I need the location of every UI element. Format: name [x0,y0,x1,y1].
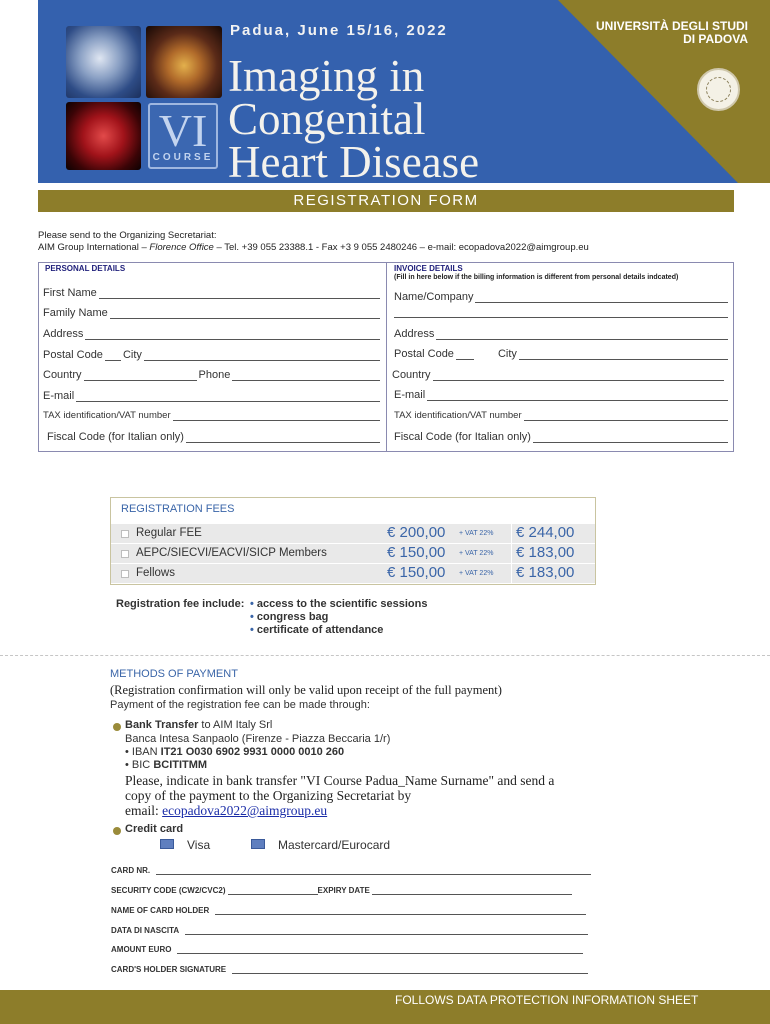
invoice-postal-city-field[interactable] [394,348,728,360]
form-title: REGISTRATION FORM [293,192,479,209]
fee-name: AEPC/SIECVI/EACVI/SICP Members [136,547,327,559]
personal-details-label: PERSONAL DETAILS [45,264,126,273]
bank-name: Banca Intesa Sanpaolo (Firenze - Piazza Beccaria 1/r) [125,733,391,745]
security-code-field[interactable] [111,886,572,895]
event-title-line-1: Imaging in [228,51,425,101]
city-label: City [122,349,142,361]
organizer-name: AIM Group International [38,242,139,253]
address-field[interactable] [43,328,380,340]
phone-label: Phone [198,369,231,381]
mastercard-checkbox[interactable] [251,839,265,849]
organizer-contacts: – Tel. +39 055 23388.1 - Fax +3 9 055 2480246 – e-mail: ecopadova2022@aimgroup.eu [213,242,589,253]
fee-row [111,543,595,563]
university-name-line-2: DI PADOVA [683,32,748,46]
visa-checkbox[interactable] [160,839,174,849]
fee-include-item: • congress bag [250,611,329,623]
course-word: COURSE [152,152,214,163]
invoice-email-field[interactable] [394,389,728,401]
credit-card-label: Credit card [125,823,184,835]
card-holder-label: NAME OF CARD HOLDER [111,906,210,915]
transfer-instruction-1: Please, indicate in bank transfer "VI Course Padua_Name Surname" and send a [125,773,555,788]
invoice-postal-label: Postal Code [394,348,454,360]
heart-3d-image-gold [146,26,222,98]
invoice-company-field[interactable] [394,291,728,303]
event-date: Padua, June 15/16, 2022 [230,22,448,39]
payment-confirmation-note: (Registration confirmation will only be valid upon receipt of the full payment) [110,683,502,697]
card-number-field[interactable] [111,866,591,875]
invoice-country-field[interactable] [392,369,724,381]
iban-line: • IBAN IT21 O030 6902 9931 0000 0010 260 [125,746,345,758]
transfer-instruction-2: copy of the payment to the Organizing Secretariat by [125,788,412,803]
fee-name: Regular FEE [136,527,202,539]
address-label: Address [43,328,84,340]
postal-city-field[interactable] [43,349,380,361]
signature-field[interactable] [111,965,588,974]
expiry-date-label: EXPIRY DATE [317,886,370,895]
header-banner [38,0,770,183]
invoice-address-label: Address [394,328,435,340]
bank-transfer-bullet-icon [113,723,121,731]
invoice-tax-label: TAX identification/VAT number [394,410,522,421]
data-protection-note: FOLLOWS DATA PROTECTION INFORMATION SHEET [395,993,699,1007]
fee-row [111,523,595,543]
fee-total-price: € 244,00 [511,524,595,544]
details-table [38,262,734,452]
fee-net-price: € 150,00 [387,544,446,561]
fee-vat: + VAT 22% [459,550,494,557]
amount-label: AMOUNT EURO [111,945,172,954]
send-to-details [38,242,589,253]
bank-transfer-line: Bank Transfer to AIM Italy Srl [125,719,273,731]
fees-header: REGISTRATION FEES [121,503,235,515]
credit-card-bullet-icon [113,827,121,835]
country-label: Country [43,369,82,381]
bic-line: • BIC BCITITMM [125,759,208,771]
invoice-tax-id-field[interactable] [394,410,728,421]
invoice-email-label: E-mail [394,389,426,401]
event-title-line-3: Heart Disease [228,137,480,183]
email-label: E-mail [43,390,75,402]
tax-id-field[interactable] [43,410,380,421]
registration-fees-table [110,497,596,585]
university-seal-icon [697,68,740,111]
transfer-instruction-3: email: ecopadova2022@aimgroup.eu [125,803,328,818]
form-title-bar [38,190,734,212]
university-name [568,20,748,46]
organizer-office: Florence Office [149,242,214,253]
card-holder-field[interactable] [111,906,586,915]
company-label: Name/Company [394,291,474,303]
secretariat-email-link[interactable]: ecopadova2022@aimgroup.eu [162,803,328,818]
invoice-city-label: City [497,348,517,360]
fee-checkbox[interactable] [121,570,129,578]
fee-checkbox[interactable] [121,530,129,538]
mastercard-label: Mastercard/Eurocard [278,838,391,852]
fee-checkbox[interactable] [121,550,129,558]
separator: – [138,242,150,253]
invoice-note: (Fill in here below if the billing information is different from personal details indcated) [394,274,679,281]
fee-row [111,563,595,583]
fee-net-price: € 150,00 [387,564,446,581]
fiscal-code-label: Fiscal Code (for Italian only) [47,431,184,443]
send-to-label: Please send to the Organizing Secretariat: [38,230,217,241]
fee-vat: + VAT 22% [459,530,494,537]
invoice-company-line-2[interactable] [394,308,728,318]
fee-total-price: € 183,00 [511,544,595,564]
birth-date-field[interactable] [111,926,588,935]
invoice-fiscal-label: Fiscal Code (for Italian only) [394,431,531,443]
course-numeral: VI [158,105,208,156]
first-name-field[interactable] [43,287,380,299]
country-phone-field[interactable] [43,369,380,381]
postal-code-label: Postal Code [43,349,103,361]
fee-includes-label: Registration fee include: [116,598,245,610]
details-divider [386,263,387,451]
family-name-field[interactable] [43,307,380,319]
tax-id-label: TAX identification/VAT number [43,410,171,421]
amount-field[interactable] [111,945,583,954]
fee-name: Fellows [136,567,175,579]
fee-total-price: € 183,00 [511,564,595,584]
visa-label: Visa [187,838,211,852]
invoice-country-label: Country [392,369,431,381]
course-logo [148,103,218,169]
invoice-fiscal-code-field[interactable] [394,431,728,443]
footer-bar [0,990,770,1024]
heart-3d-image-red [66,102,141,170]
signature-label: CARD'S HOLDER SIGNATURE [111,965,227,974]
event-title-line-2: Congenital [228,94,426,144]
payment-intro: Payment of the registration fee can be made through: [110,699,370,711]
birth-date-label: DATA DI NASCITA [111,926,180,935]
fee-vat: + VAT 22% [459,570,494,577]
fee-net-price: € 200,00 [387,524,446,541]
card-number-label: CARD NR. [111,866,151,875]
heart-3d-image-blue [66,26,141,98]
fee-include-item: • access to the scientific sessions [250,598,428,610]
family-name-label: Family Name [43,307,108,319]
invoice-details-label: INVOICE DETAILS [394,264,463,273]
section-divider [0,655,770,656]
security-code-label: SECURITY CODE (CW2/CVC2) [111,886,226,895]
email-field[interactable] [43,390,380,402]
invoice-address-field[interactable] [394,328,728,340]
fiscal-code-field[interactable] [47,431,380,443]
iban-value: IT21 O030 6902 9931 0000 0010 260 [160,746,345,758]
payment-methods-header: METHODS OF PAYMENT [110,668,238,680]
bic-value: BCITITMM [153,759,208,771]
first-name-label: First Name [43,287,97,299]
fee-include-item: • certificate of attendance [250,624,384,636]
university-name-line-1: UNIVERSITÀ DEGLI STUDI [595,19,748,33]
